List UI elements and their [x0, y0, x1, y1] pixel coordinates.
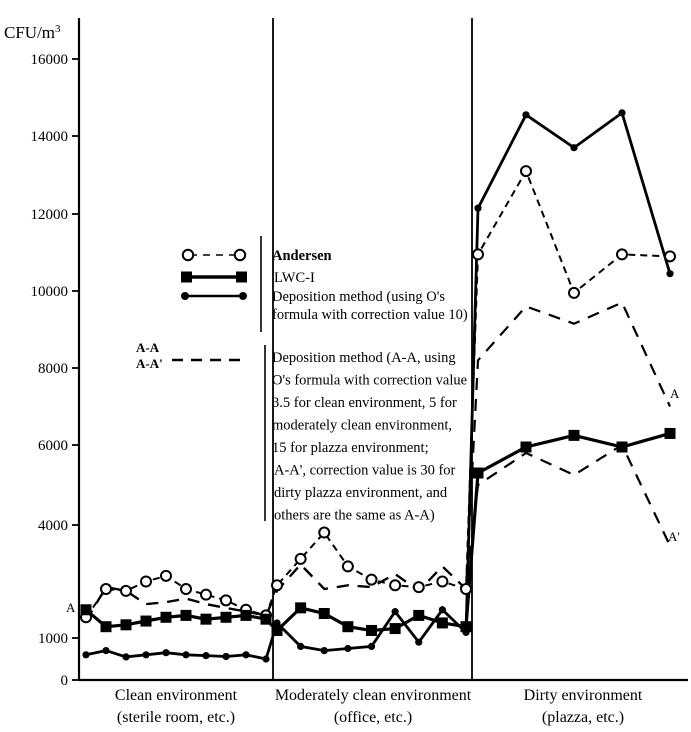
legend-description-line: 3.5 for clean environment, 5 for — [272, 395, 457, 411]
filled-square-icon — [181, 272, 192, 283]
marker-lwc — [261, 614, 272, 625]
category-label-3-line1: Dirty environment — [523, 687, 643, 704]
marker-andersen — [665, 251, 675, 261]
category-label-1-line1: Clean environment — [114, 687, 238, 704]
annotation-A-right: A — [670, 386, 680, 401]
marker-deposition — [262, 655, 269, 662]
marker-andersen — [473, 249, 483, 259]
marker-deposition — [344, 645, 351, 652]
marker-andersen — [367, 575, 377, 585]
marker-lwc — [461, 621, 472, 632]
marker-andersen — [319, 528, 329, 538]
legend-label-lwc: LWC-I — [274, 270, 315, 286]
legend-label-AAprime: A-A' — [136, 356, 163, 371]
filled-square-icon — [236, 272, 247, 283]
marker-deposition — [618, 109, 625, 116]
legend-label-andersen: Andersen — [272, 248, 332, 264]
y-axis-title — [4, 23, 61, 42]
marker-lwc — [81, 604, 92, 615]
marker-andersen — [461, 584, 471, 594]
marker-lwc — [413, 610, 424, 621]
marker-lwc — [569, 430, 580, 441]
marker-deposition — [321, 647, 328, 654]
marker-lwc — [221, 612, 232, 623]
open-circle-icon — [183, 250, 193, 260]
marker-deposition — [439, 606, 446, 613]
marker-deposition — [297, 643, 304, 650]
legend-label-AA: A-A — [136, 340, 160, 355]
y-tick-label: 6000 — [38, 438, 68, 454]
marker-deposition — [222, 653, 229, 660]
marker-andersen — [101, 584, 111, 594]
legend-description-line: Deposition method (A-A, using — [272, 350, 456, 366]
legend-block-deposition-AA — [272, 350, 467, 524]
marker-deposition — [82, 651, 89, 658]
annotation-A-left: A — [66, 600, 76, 615]
y-tick-label: 12000 — [30, 207, 68, 223]
marker-lwc — [437, 617, 448, 628]
legend-description-line: O's formula with correction value — [272, 372, 468, 389]
marker-lwc — [366, 625, 377, 636]
marker-andersen — [390, 580, 400, 590]
marker-deposition — [570, 144, 577, 151]
marker-andersen — [521, 166, 531, 176]
marker-deposition — [474, 205, 481, 212]
marker-deposition — [392, 608, 399, 615]
marker-andersen — [121, 586, 131, 596]
marker-deposition — [122, 653, 129, 660]
marker-andersen — [272, 580, 282, 590]
y-tick-label: 8000 — [38, 361, 68, 377]
y-tick-label: 0 — [60, 673, 68, 689]
marker-deposition — [182, 651, 189, 658]
marker-lwc — [390, 623, 401, 634]
y-tick-label: 16000 — [30, 52, 68, 68]
marker-andersen — [181, 584, 191, 594]
marker-andersen — [414, 582, 424, 592]
marker-lwc — [295, 602, 306, 613]
marker-lwc — [521, 442, 532, 453]
marker-lwc — [101, 621, 112, 632]
marker-deposition — [242, 651, 249, 658]
marker-deposition — [522, 111, 529, 118]
annotation-A-prime-right: A' — [668, 529, 680, 544]
category-label-2-line2: (office, etc.) — [333, 709, 413, 726]
marker-andersen — [201, 590, 211, 600]
marker-andersen — [161, 571, 171, 581]
open-circle-icon — [235, 250, 245, 260]
legend-description-line: dirty plazza environment, and — [274, 485, 448, 501]
marker-lwc — [272, 625, 283, 636]
marker-deposition — [666, 270, 673, 277]
legend-label-deposition-line1: Deposition method (using O's — [272, 289, 445, 305]
legend-description-line: A-A', correction value is 30 for — [274, 462, 456, 479]
marker-deposition — [368, 643, 375, 650]
y-axis-title-superscript: 3 — [55, 23, 61, 35]
marker-lwc — [201, 614, 212, 625]
marker-deposition — [162, 649, 169, 656]
marker-andersen — [296, 554, 306, 564]
legend-label-deposition-line2: formula with correction value 10) — [272, 307, 468, 323]
y-axis-ticks — [31, 52, 80, 689]
marker-lwc — [161, 612, 172, 623]
y-tick-label: 1000 — [38, 631, 68, 647]
marker-lwc — [141, 616, 152, 627]
marker-andersen — [569, 288, 579, 298]
legend-description-line: others are the same as A-A) — [274, 507, 435, 524]
marker-deposition — [202, 652, 209, 659]
marker-lwc — [342, 621, 353, 632]
legend-description-line: moderately clean environment, — [272, 417, 452, 434]
marker-lwc — [473, 468, 484, 479]
category-label-2-line1: Moderately clean environment — [274, 687, 472, 704]
marker-andersen — [437, 577, 447, 587]
y-tick-label: 14000 — [30, 129, 68, 145]
marker-lwc — [617, 442, 628, 453]
marker-andersen — [221, 595, 231, 605]
category-label-1-line2: (sterile room, etc.) — [116, 709, 236, 726]
x-category-labels — [115, 687, 643, 726]
marker-deposition — [415, 639, 422, 646]
marker-lwc — [665, 428, 676, 439]
legend-marker-lwc — [181, 272, 247, 283]
marker-lwc — [319, 608, 330, 619]
marker-lwc — [181, 610, 192, 621]
marker-lwc — [121, 619, 132, 630]
legend-description-line: 15 for plazza environment; — [272, 440, 429, 456]
marker-lwc — [241, 610, 252, 621]
marker-andersen — [141, 577, 151, 587]
marker-deposition — [142, 651, 149, 658]
legend — [136, 236, 468, 524]
marker-andersen — [343, 561, 353, 571]
filled-dot-icon — [181, 292, 189, 300]
y-tick-label: 4000 — [38, 518, 68, 534]
legend-marker-deposition — [181, 292, 247, 300]
legend-marker-andersen — [183, 250, 245, 260]
y-axis-title-main: CFU/m — [4, 23, 56, 42]
marker-andersen — [617, 249, 627, 259]
category-label-3-line2: (plazza, etc.) — [541, 709, 625, 726]
marker-deposition — [102, 647, 109, 654]
filled-dot-icon — [239, 292, 247, 300]
y-tick-label: 10000 — [30, 284, 68, 300]
